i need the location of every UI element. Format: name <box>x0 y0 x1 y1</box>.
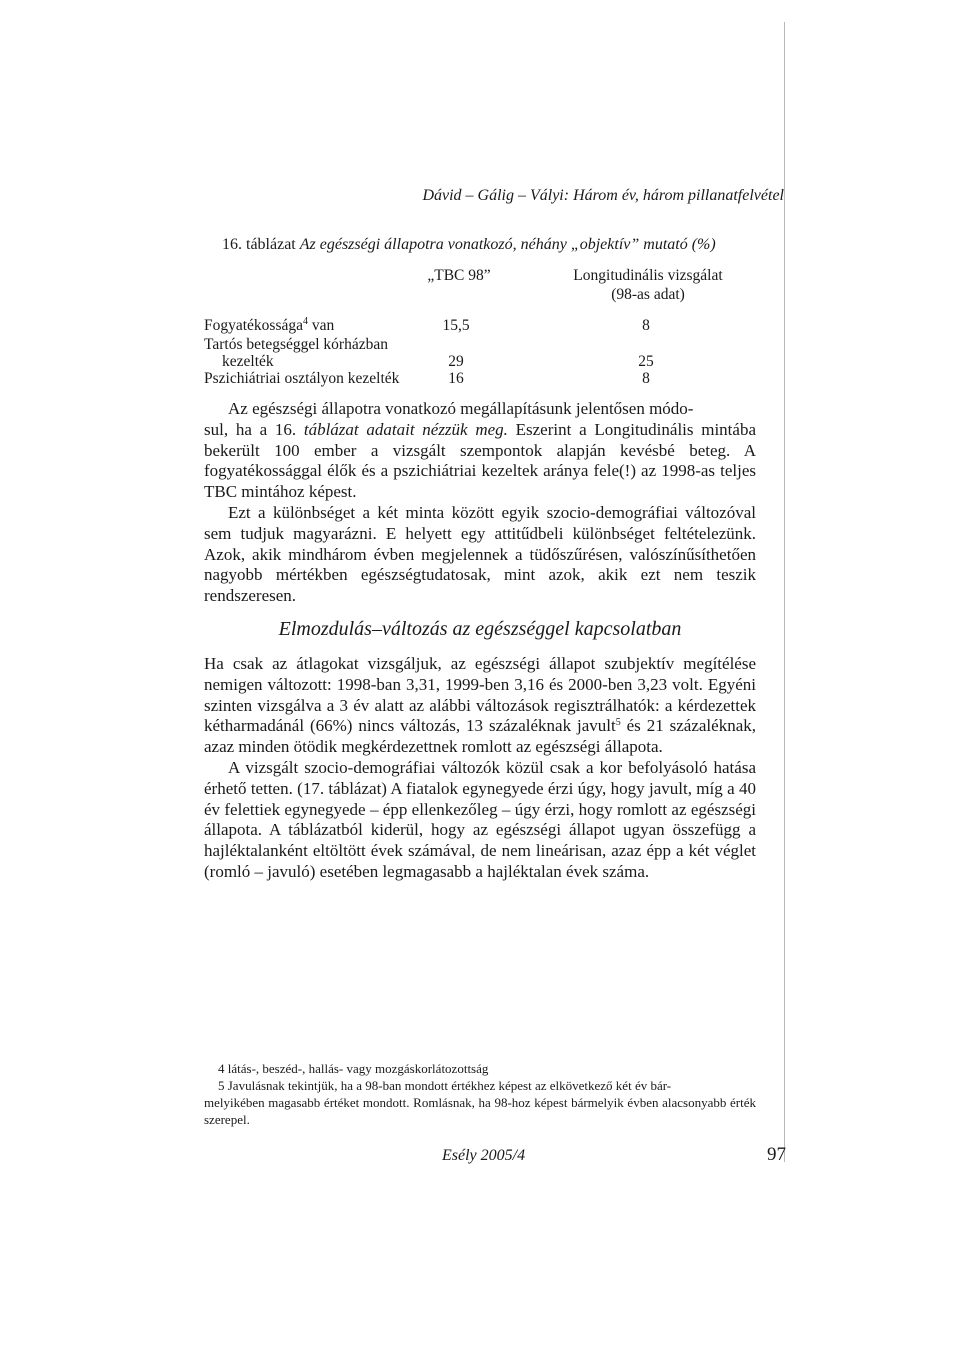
footnotes <box>204 1060 756 1128</box>
table-header-longitudinal-line2: (98-as adat) <box>611 286 685 303</box>
row-label: Pszichiátriai osztályon kezelték <box>204 370 400 387</box>
footnote-5 <box>218 1077 756 1094</box>
running-head: Dávid – Gálig – Vályi: Három év, három pillanatfelvétel <box>422 187 784 204</box>
paragraph: Ezt a különbséget a két minta között egyik szocio-demográfiai változóval sem tudjuk magyarázni. E helyett egy attitűdbeli különbséget feltételezünk. Azok, akik mindhárom évben megjelennek a tüdőszűrésen, valószínűsíthetően nagyobb mértékben egészségtudatosak, mint azok, akik ezt nem teszik rendszeresen. <box>204 502 756 606</box>
row-label <box>204 316 334 335</box>
table-header-longitudinal-line1: Longitudinális vizsgálat <box>573 267 723 284</box>
body-text <box>204 399 756 607</box>
row-label-text: Fogyatékossága <box>204 317 304 334</box>
cell-longitudinal: 25 <box>638 353 654 370</box>
page-number: 97 <box>767 1144 786 1165</box>
footnote-4: 4 látás-, beszéd-, hallás- vagy mozgáskorlátozottság <box>218 1061 489 1076</box>
cell-longitudinal: 8 <box>642 317 650 334</box>
footnote-ref: 4 <box>303 316 309 327</box>
section-text <box>204 654 756 883</box>
cell-tbc98: 15,5 <box>442 317 470 334</box>
row-label-text: kezelték <box>222 353 274 370</box>
section-title: Elmozdulás–változás az egészséggel kapcsolatban <box>278 618 682 640</box>
footer-journal: Esély 2005/4 <box>442 1147 526 1164</box>
paragraph-text: Eszerint a Longitudinális mintába bekerült 100 ember a vizsgált szempontok alapján kevésbé beteg. A fogyatékossággal élők és a pszichiátriai kezeltek aránya fele(!) az 1998-as teljes TBC mintához képest. <box>204 419 756 502</box>
table-reference: táblázat adatait nézzük meg. <box>303 419 508 439</box>
footnote-ref: 5 <box>615 717 621 729</box>
paragraph <box>204 399 756 503</box>
table-caption <box>222 236 716 254</box>
cell-tbc98: 16 <box>448 370 464 387</box>
row-label-suffix: van <box>308 317 335 334</box>
paragraph-text: és 21 százaléknak, azaz minden ötödik megkérdezettnek romlott az egészségi állapota. <box>204 716 756 757</box>
paragraph-line: sul, ha a 16. <box>204 419 304 439</box>
table-header-longitudinal <box>560 266 736 304</box>
footnote-line: 5 Javulásnak tekintjük, ha a 98-ban mondott értékhez képest az elkövetkező két év bár- <box>218 1078 672 1093</box>
table-label: 16. táblázat <box>222 236 296 253</box>
cell-tbc98: 29 <box>448 353 464 370</box>
row-label: Tartós betegséggel kórházban <box>204 336 388 353</box>
cell-longitudinal: 8 <box>642 370 650 387</box>
paragraph-text: Ha csak az átlagokat vizsgáljuk, az egészségi állapot szubjektív megítélése nemigen változott: 1998-ban 3,31, 1999-ben 3,16 és 2000-ben 3,23 volt. Egyéni szinten vizsgálva a 3 év alatt az alábbi változások regisztrálhatók: a kérdezettek kétharmadánál (66%) nincs változás, 13 százaléknak javult <box>204 654 756 736</box>
margin-rule <box>784 22 785 1162</box>
table-title: Az egészségi állapotra vonatkozó, néhány „objektív” mutató (%) <box>299 236 716 253</box>
footnote-5-continuation: melyikében magasabb értéket mondott. Romlásnak, ha 98-hoz képest bármelyik évben alacsonyabb érték szerepel. <box>204 1095 756 1127</box>
table-header-tbc98: „TBC 98” <box>427 267 491 284</box>
paragraph-line: Az egészségi állapotra vonatkozó megállapításunk jelentősen módo- <box>228 399 694 418</box>
paragraph <box>204 654 756 758</box>
paragraph: A vizsgált szocio-demográfiai változók közül csak a kor befolyásoló hatása érhető tetten. (17. táblázat) A fiatalok egynegyede érzi úgy, hogy javult, míg a 40 év felettiek egynegyede – épp ellenkezőleg – úgy érzi, hogy romlott az egészségi állapota. A táblázatból kiderül, hogy az egészségi állapot ugyan összefügg a hajléktalanként eltöltött évek számával, de nem lineárisan, azaz épp a két véglet (romló – javuló) esetében legmagasabb a hajléktalan évek száma. <box>204 757 756 881</box>
